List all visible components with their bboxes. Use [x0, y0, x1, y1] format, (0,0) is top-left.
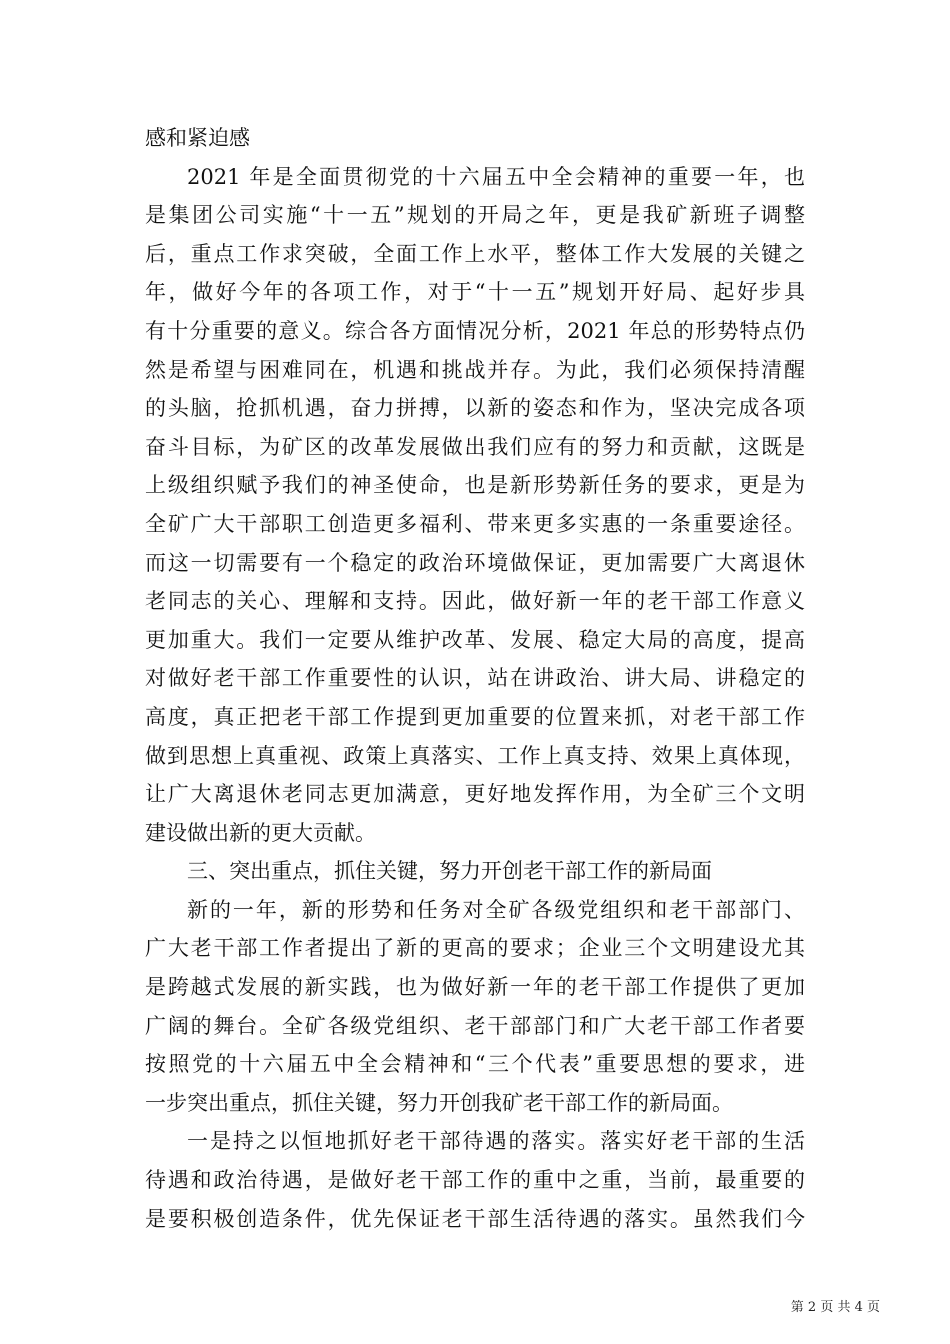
text-line: 更加重大。我们一定要从维护改革、发展、稳定大局的高度，提高: [145, 627, 805, 652]
text-line: 广大老干部工作者提出了新的更高的要求；企业三个文明建设尤其: [145, 936, 805, 961]
text-line: 是跨越式发展的新实践，也为做好新一年的老干部工作提供了更加: [145, 975, 805, 1000]
text-line: 广阔的舞台。全矿各级党组织、老干部部门和广大老干部工作者要: [145, 1013, 805, 1038]
text-line: 高度，真正把老干部工作提到更加重要的位置来抓，对老干部工作: [145, 704, 805, 729]
text-line: 老同志的关心、理解和支持。因此，做好新一年的老干部工作意义: [145, 589, 805, 614]
text-line: 后，重点工作求突破，全面工作上水平，整体工作大发展的关键之: [145, 241, 805, 266]
text-line: 是要积极创造条件，优先保证老干部生活待遇的落实。虽然我们今: [145, 1206, 805, 1231]
text-line: 一步突出重点，抓住关键，努力开创我矿老干部工作的新局面。: [145, 1090, 733, 1115]
text-line: 按照党的十六届五中全会精神和“三个代表”重要思想的要求，进: [145, 1052, 805, 1077]
text-line: 然是希望与困难同在，机遇和挑战并存。为此，我们必须保持清醒: [145, 357, 805, 382]
text-line: 的头脑，抢抓机遇，奋力拼搏，以新的姿态和作为，坚决完成各项: [145, 396, 805, 421]
text-line: 做到思想上真重视、政策上真落实、工作上真支持、效果上真体现，: [145, 743, 805, 768]
para-continuation: [145, 119, 805, 158]
para-2021-significance: [145, 158, 805, 853]
page-number-footer: 第 2 页 共 4 页: [790, 1300, 880, 1315]
text-line: 上级组织赋予我们的神圣使命，也是新形势新任务的要求，更是为: [145, 473, 805, 498]
text-line: 建设做出新的更大贡献。: [145, 820, 376, 845]
para-new-year: [145, 891, 805, 1123]
text-line: 待遇和政治待遇，是做好老干部工作的重中之重，当前，最重要的: [145, 1168, 805, 1193]
text-line: 有十分重要的意义。综合各方面情况分析，2021 年总的形势特点仍: [145, 318, 805, 343]
section-heading: 三、突出重点，抓住关键，努力开创老干部工作的新局面: [187, 859, 712, 884]
text-line: 新的一年，新的形势和任务对全矿各级党组织和老干部部门、: [187, 897, 805, 922]
text-line: 年，做好今年的各项工作，对于“十一五”规划开好局、起好步具: [145, 280, 805, 305]
text-line: 2021 年是全面贯彻党的十六届五中全会精神的重要一年，也: [187, 164, 805, 189]
text-line: 奋斗目标，为矿区的改革发展做出我们应有的努力和贡献，这既是: [145, 434, 805, 459]
text-line: 而这一切需要有一个稳定的政治环境做保证，更加需要广大离退休: [145, 550, 805, 575]
text-line: 让广大离退休老同志更加满意，更好地发挥作用，为全矿三个文明: [145, 782, 805, 807]
para-first-point: [145, 1122, 805, 1238]
text-line: 全矿广大干部职工创造更多福利、带来更多实惠的一条重要途径。: [145, 511, 805, 536]
text-line: 是集团公司实施“十一五”规划的开局之年，更是我矿新班子调整: [145, 203, 805, 228]
text-line: 一是持之以恒地抓好老干部待遇的落实。落实好老干部的生活: [187, 1129, 805, 1154]
section-heading-three: [145, 852, 805, 891]
text-line: 感和紧迫感: [145, 126, 250, 150]
text-line: 对做好老干部工作重要性的认识，站在讲政治、讲大局、讲稳定的: [145, 666, 805, 691]
body-text: [145, 119, 805, 1238]
